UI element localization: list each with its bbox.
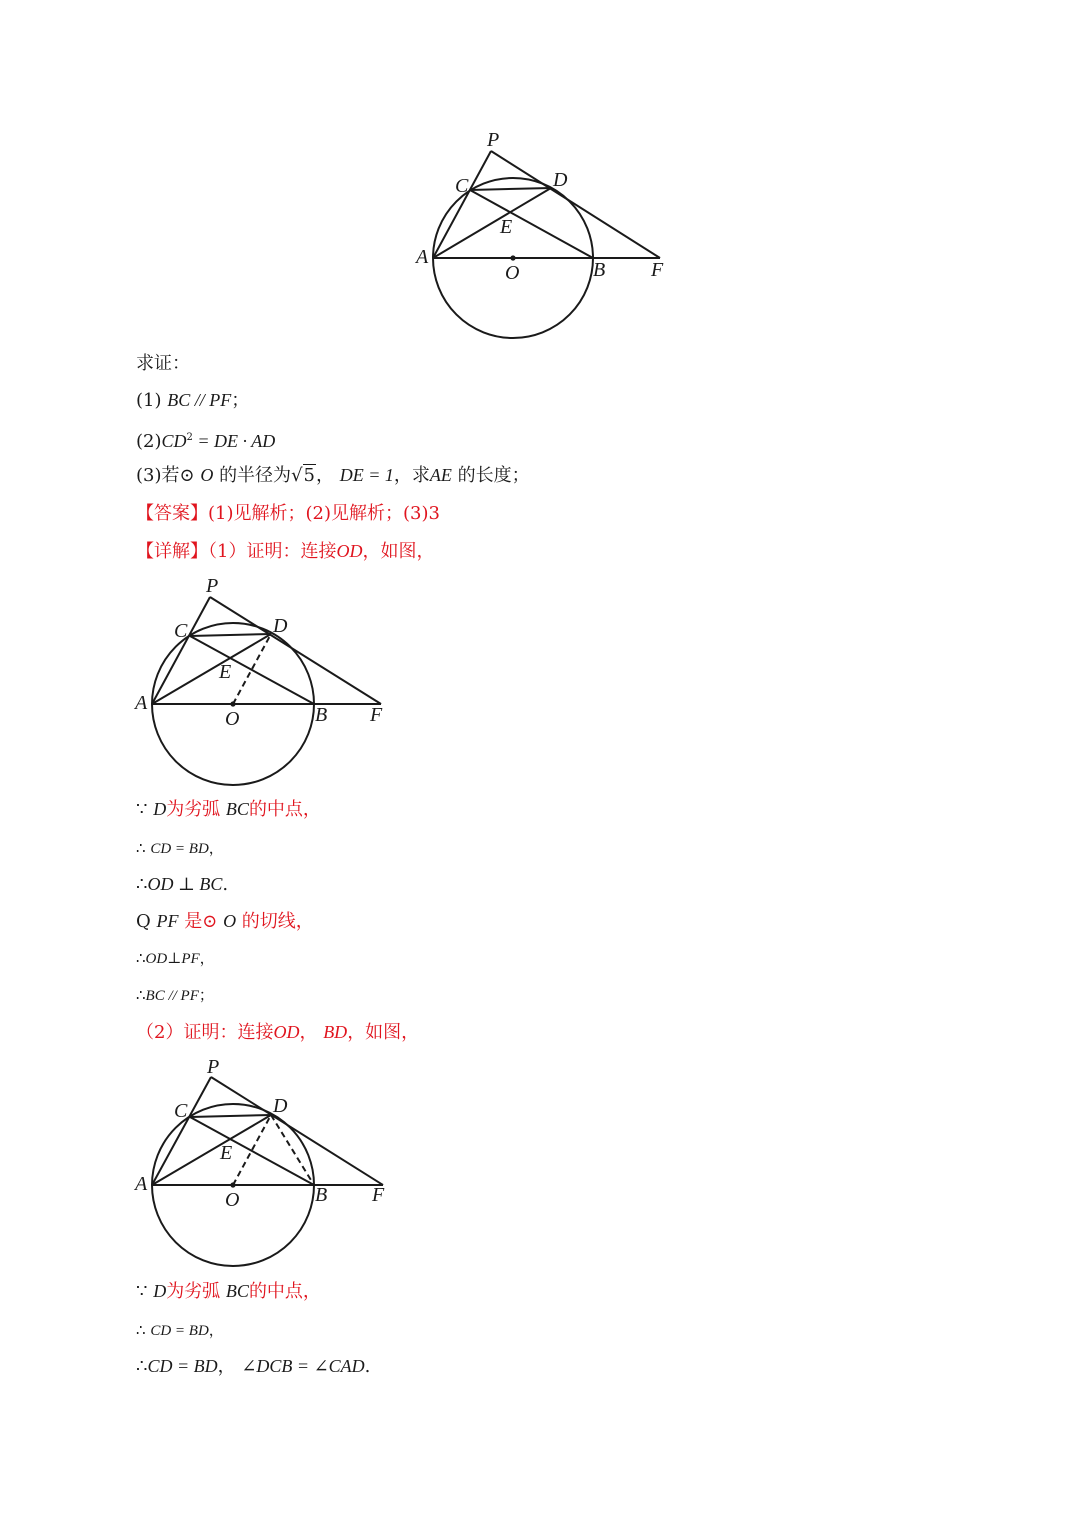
label-b: B [593, 259, 606, 281]
segment-pf [210, 597, 381, 704]
figure-part1 [134, 575, 394, 790]
label-p: P [487, 129, 500, 151]
p2-l2-end: ， [208, 1321, 224, 1339]
p1-l4-text: 是 [184, 911, 203, 932]
label-o: O [225, 708, 240, 730]
p1-line-4 [136, 909, 314, 934]
p1-line-2 [136, 836, 224, 861]
sqrt-5 [291, 464, 316, 488]
p2-l1-sym: ∵ [136, 1281, 148, 1302]
root-sign: √ [291, 465, 303, 486]
p1-l2-expr: CD = BD [150, 841, 209, 857]
p1-l1-end: 的中点， [248, 799, 321, 820]
p1-l4-var2: O [223, 911, 237, 931]
p2-l3-end: . [364, 1356, 371, 1377]
p2-line-3 [136, 1354, 370, 1379]
label-p: P [206, 575, 219, 597]
question-1 [136, 388, 249, 413]
p2-l1-var2: BC [225, 1281, 249, 1301]
q3-text2: ，求 [393, 465, 430, 486]
segment-cd [190, 634, 271, 636]
p1-l3-sym: ∴ [136, 874, 148, 895]
figure-part2 [134, 1055, 394, 1270]
q2-rhs: = DE · AD [192, 431, 276, 451]
part2-text: （2）证明：连接 [136, 1022, 274, 1043]
p2-l1-end: 的中点， [248, 1281, 321, 1302]
segment-ad [433, 188, 551, 258]
p1-l5-expr: OD⊥PF [145, 951, 200, 967]
prompt-text: 求证： [136, 353, 190, 374]
answer-tag: 【答案】 [136, 503, 208, 524]
p1-l1-var2: BC [225, 799, 249, 819]
q2-num: (2) [136, 431, 162, 452]
question-2 [136, 426, 275, 454]
p2-l3-sym: ∴ [136, 1356, 148, 1377]
p2-l2-sym: ∴ [136, 1321, 146, 1339]
detail-tag: 【详解】 [136, 541, 208, 562]
label-b: B [315, 704, 328, 726]
label-f: F [651, 259, 664, 281]
label-p: P [207, 1056, 220, 1078]
q3-text1: 的半径为 [219, 465, 292, 486]
detail-text: （1）证明：连接 [208, 541, 337, 562]
q3-text3: 的长度； [457, 465, 530, 486]
label-c: C [455, 175, 469, 197]
p1-l1-text: 为劣弧 [166, 799, 221, 820]
p1-l1-var: D [153, 799, 167, 819]
label-b: B [315, 1184, 328, 1206]
label-c: C [174, 620, 188, 642]
p1-l6-sym: ∴ [136, 986, 146, 1004]
p1-l5-sym: ∴ [136, 949, 146, 967]
label-e: E [219, 661, 232, 683]
p1-l2-end: ， [208, 839, 224, 857]
label-e: E [500, 216, 513, 238]
label-a: A [135, 692, 148, 714]
label-f: F [372, 1184, 385, 1206]
q2-exp: 2 [186, 432, 193, 443]
p2-l1-text: 为劣弧 [166, 1281, 221, 1302]
q3-sep: ， [316, 465, 334, 486]
p1-l4-var: PF [156, 911, 179, 931]
figure-main [413, 126, 673, 346]
q1-expr: BC // PF [167, 390, 232, 410]
label-d: D [273, 1095, 288, 1117]
point-o [230, 1182, 235, 1187]
point-o [230, 701, 235, 706]
detail-end: ，如图， [362, 541, 435, 562]
label-f: F [370, 704, 383, 726]
p2-l3-sep: ， [217, 1356, 236, 1377]
part2-end: ，如图， [347, 1022, 420, 1043]
label-e: E [220, 1142, 233, 1164]
p2-l3-expr: CD = BD [147, 1356, 218, 1376]
label-d: D [553, 169, 568, 191]
p1-l2-sym: ∴ [136, 839, 146, 857]
part2-bd: BD [323, 1022, 348, 1042]
part2-heading [136, 1020, 419, 1045]
p1-l4-end: 的切线， [241, 911, 314, 932]
part2-od: OD [273, 1022, 300, 1042]
q1-num: (1) [136, 390, 162, 411]
p1-line-5 [136, 946, 215, 971]
label-o: O [505, 262, 520, 284]
segment-pf [491, 151, 660, 258]
p2-line-2 [136, 1318, 224, 1343]
p1-l3-end: . [222, 874, 229, 895]
radicand: 5 [303, 465, 315, 486]
p1-line-6 [136, 983, 214, 1008]
prompt-line [136, 352, 190, 376]
segment-cd [190, 1115, 271, 1117]
q3-de: DE = 1 [339, 465, 394, 485]
p2-l3-expr2: ∠DCB = ∠CAD [241, 1356, 365, 1376]
q3-num: (3)若 [136, 465, 180, 486]
answer-line [136, 502, 440, 526]
p1-l3-expr: OD ⊥ BC [147, 874, 223, 894]
q3-ae: AE [429, 465, 452, 485]
answer-text: (1)见解析；(2)见解析；(3)3 [208, 503, 440, 524]
q2-lhs: CD [161, 431, 187, 451]
label-a: A [416, 246, 429, 268]
point-o [510, 255, 515, 260]
detail-line [136, 539, 434, 564]
p1-l5-end: ， [199, 949, 215, 967]
q3-o: O [200, 465, 214, 485]
segment-bd-dashed [271, 1115, 314, 1185]
label-d: D [273, 615, 288, 637]
detail-od: OD [336, 541, 363, 561]
p1-l6-end: ； [198, 986, 214, 1004]
p2-line-1 [136, 1279, 321, 1304]
circle-symbol: ⊙ [202, 911, 218, 932]
segment-pf [211, 1077, 383, 1185]
p1-l1-sym: ∵ [136, 799, 148, 820]
p1-l4-sym: Q [136, 911, 151, 932]
label-c: C [174, 1100, 188, 1122]
part2-sep: ， [299, 1022, 318, 1043]
p2-l1-var: D [153, 1281, 167, 1301]
segment-ad [152, 1115, 271, 1185]
segment-cd [470, 188, 551, 190]
p1-l6-expr: BC // PF [145, 988, 199, 1004]
question-3 [136, 463, 530, 488]
circle-symbol: ⊙ [179, 465, 195, 486]
p1-line-3 [136, 872, 228, 897]
label-a: A [135, 1173, 148, 1195]
p2-l2-expr: CD = BD [150, 1323, 209, 1339]
label-o: O [225, 1189, 240, 1211]
q1-end: ； [231, 390, 250, 411]
p1-line-1 [136, 797, 321, 822]
